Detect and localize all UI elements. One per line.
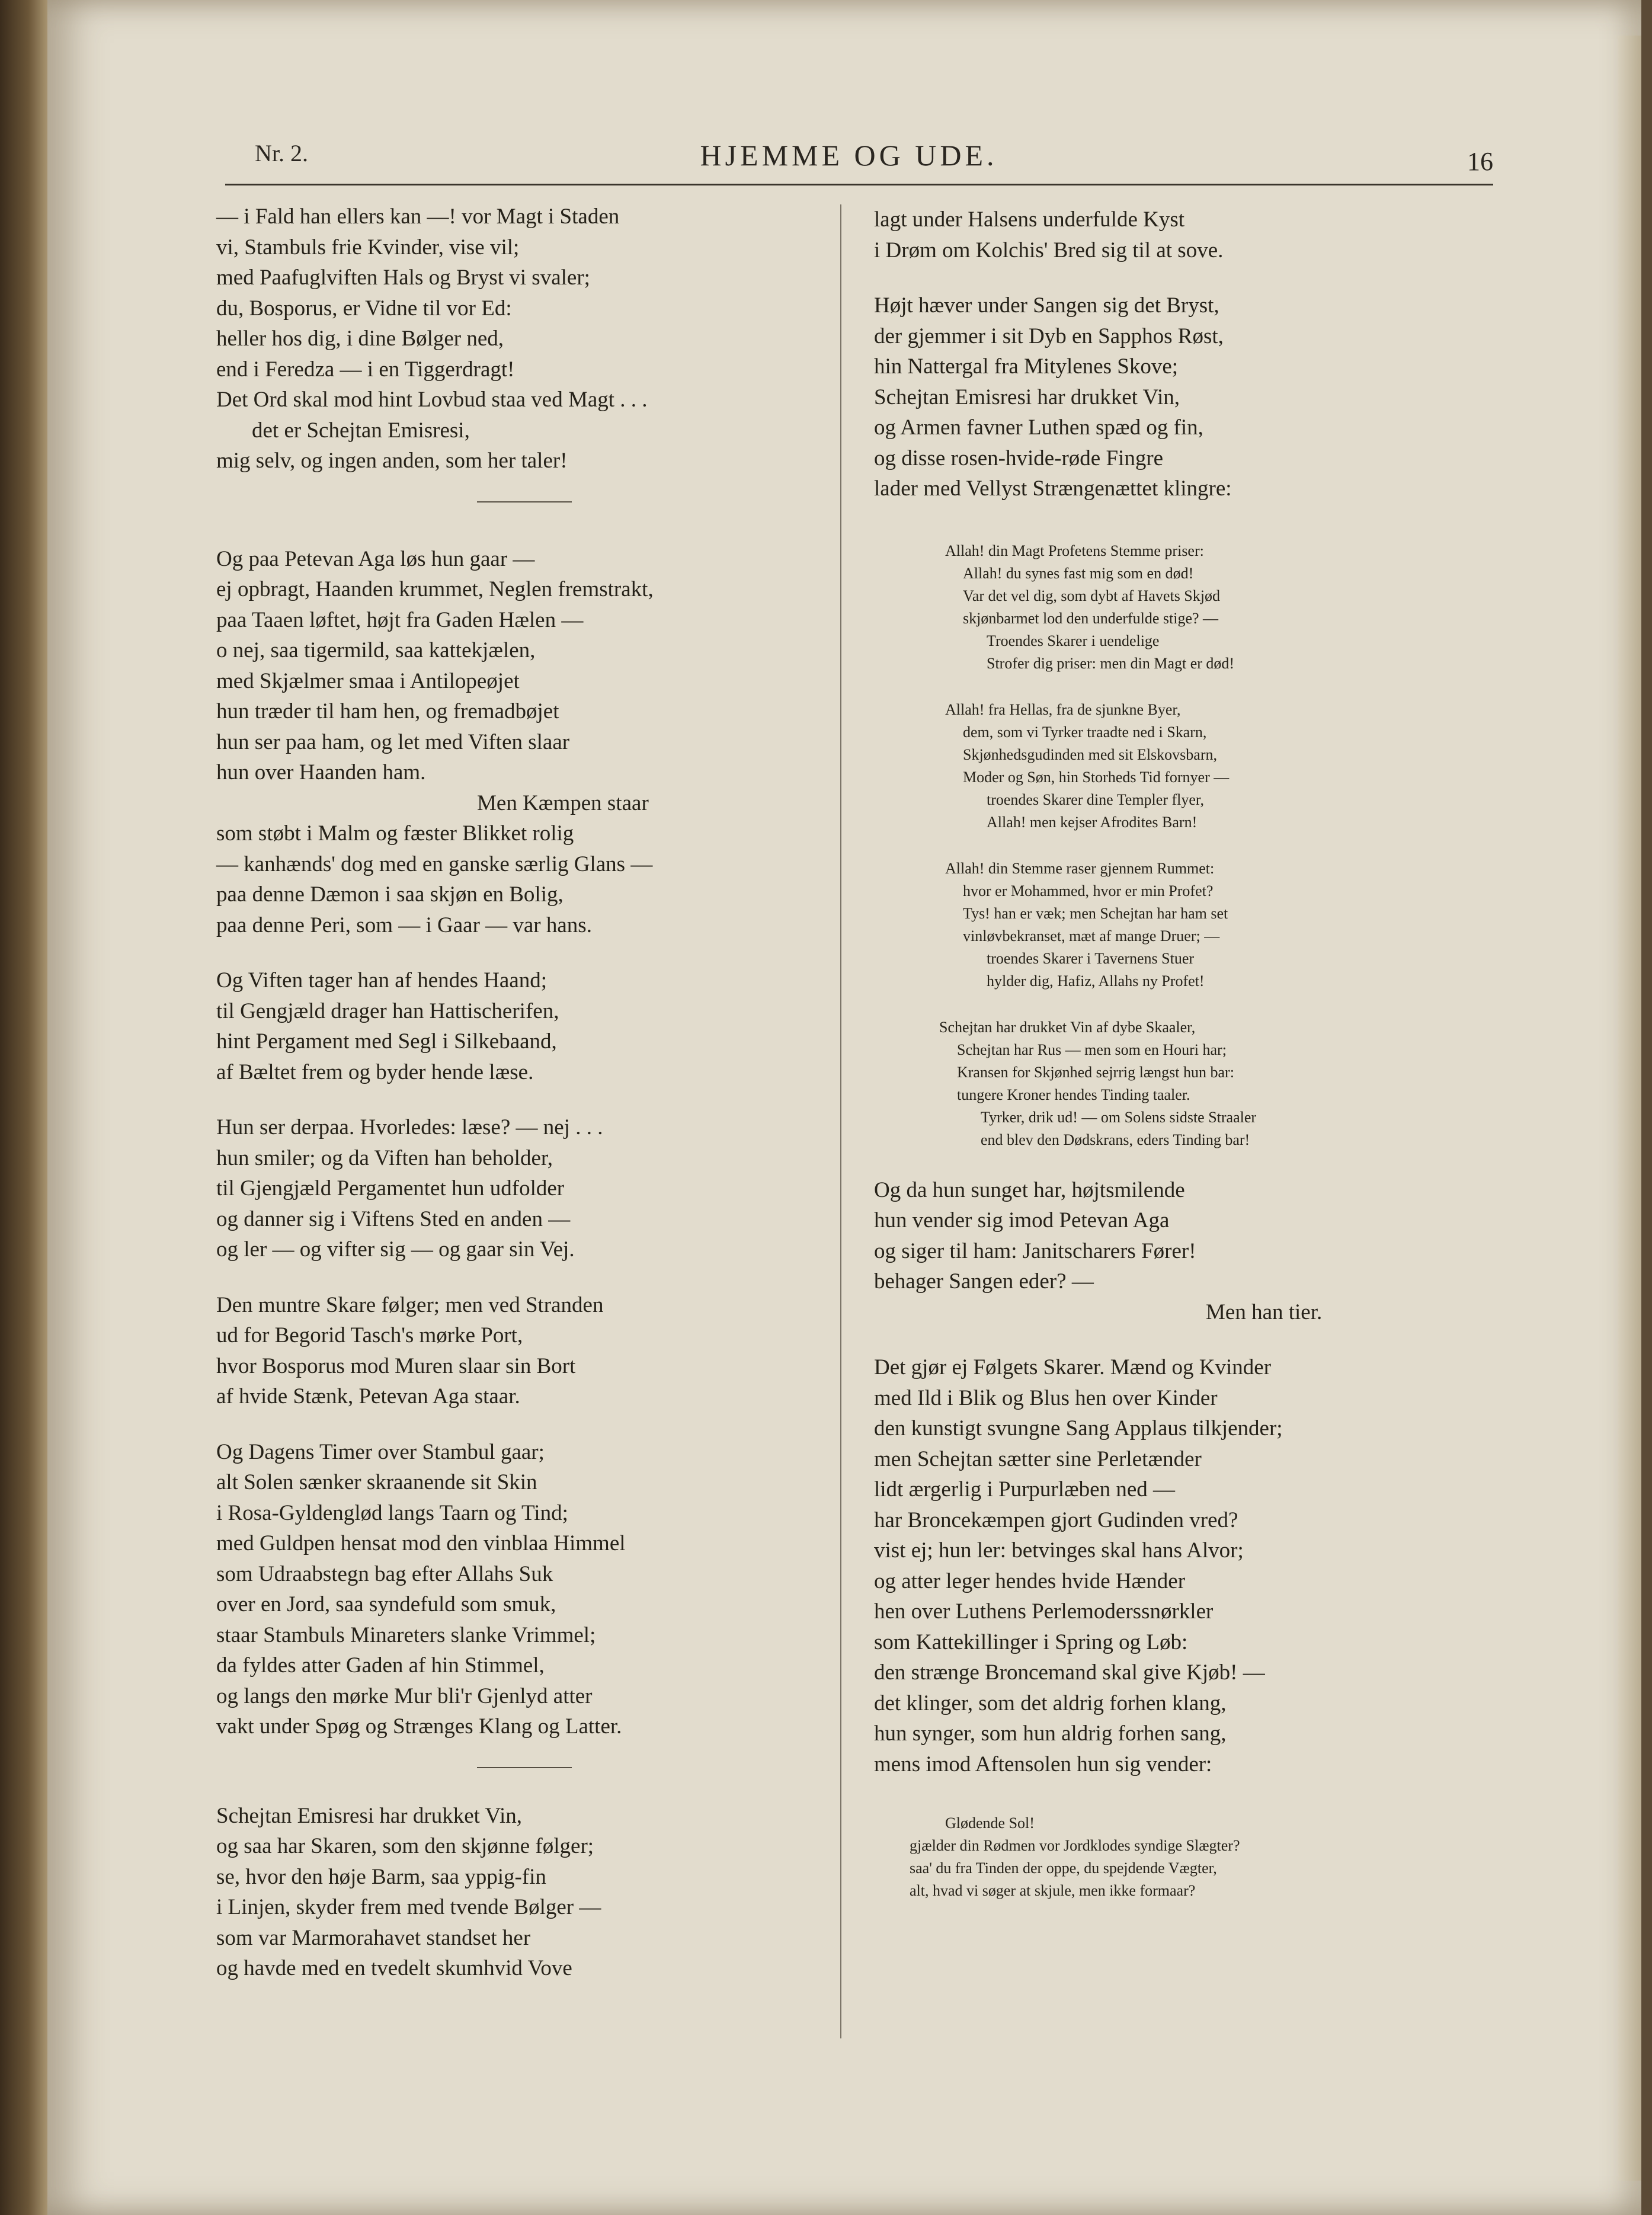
- verse-line: i Linjen, skyder frem med tvende Bølger —: [216, 1895, 601, 1919]
- verse-line: hun træder til ham hen, og fremadbøjet: [216, 699, 559, 724]
- verse-line: den strænge Broncemand skal give Kjøb! —: [874, 1660, 1265, 1685]
- song-line: Troendes Skarer i uendelige: [987, 632, 1160, 649]
- song-line: Allah! din Stemme raser gjennem Rummet:: [945, 859, 1215, 877]
- verse-line: og havde med en tvedelt skumhvid Vove: [216, 1956, 572, 1980]
- verse-line: paa denne Peri, som — i Gaar — var hans.: [216, 913, 592, 937]
- song-line: skjønbarmet lod den underfulde stige? —: [963, 609, 1219, 627]
- verse-line: da fyldes atter Gaden af hin Stimmel,: [216, 1653, 545, 1678]
- header-rule: [225, 184, 1493, 185]
- left-column: [216, 201, 833, 2009]
- verse-line: ej opbragt, Haanden krummet, Neglen fremstrakt,: [216, 577, 654, 601]
- verse-line: det klinger, som det aldrig forhen klang,: [874, 1691, 1227, 1715]
- verse-line: Og Viften tager han af hendes Haand;: [216, 968, 548, 993]
- song-line: vinløvbekranset, mæt af mange Druer; —: [963, 927, 1220, 945]
- stanza: [874, 204, 1478, 265]
- song-stanza: [945, 857, 1478, 993]
- verse-line: hen over Luthens Perlemoderssnørkler: [874, 1599, 1214, 1624]
- verse-line: heller hos dig, i dine Bølger ned,: [216, 327, 504, 351]
- verse-line: til Gengjæld drager han Hattischerifen,: [216, 998, 559, 1023]
- song-stanza: [910, 1812, 1478, 1902]
- section-separator: [477, 1767, 572, 1768]
- verse-line: Men han tier.: [1206, 1299, 1323, 1324]
- song-line: troendes Skarer i Tavernens Stuer: [987, 949, 1195, 967]
- verse-line: mens imod Aftensolen hun sig vender:: [874, 1752, 1212, 1777]
- verse-line: Det gjør ej Følgets Skarer. Mænd og Kvinder: [874, 1355, 1272, 1379]
- stanza: [874, 1175, 1478, 1328]
- song-line: Skjønhedsgudinden med sit Elskovsbarn,: [963, 745, 1217, 763]
- verse-line: der gjemmer i sit Dyb en Sapphos Røst,: [874, 324, 1224, 348]
- verse-line: alt Solen sænker skraanende sit Skin: [216, 1470, 537, 1494]
- verse-line: hun synger, som hun aldrig forhen sang,: [874, 1721, 1227, 1746]
- verse-line: og ler — og vifter sig — og gaar sin Vej.: [216, 1237, 575, 1262]
- song-line: dem, som vi Tyrker traadte ned i Skarn,: [963, 723, 1207, 741]
- page-edge: [1618, 36, 1641, 2181]
- verse-line: hvor Bosporus mod Muren slaar sin Bort: [216, 1353, 576, 1378]
- journal-title: HJEMME OG UDE.: [700, 139, 998, 172]
- song-line: Allah! men kejser Afrodites Barn!: [987, 813, 1198, 831]
- verse-line: hint Pergament med Segl i Silkebaand,: [216, 1029, 557, 1054]
- song-stanza: [939, 1016, 1478, 1151]
- song-line: Glødende Sol!: [945, 1814, 1035, 1832]
- verse-line: og Armen favner Luthen spæd og fin,: [874, 415, 1203, 440]
- verse-line: og disse rosen-hvide-røde Fingre: [874, 446, 1164, 470]
- verse-line: som støbt i Malm og fæster Blikket rolig: [216, 821, 574, 846]
- song-line: gjælder din Rødmen vor Jordklodes syndige Slægter?: [910, 1837, 1240, 1854]
- verse-line: og siger til ham: Janitscharers Fører!: [874, 1238, 1196, 1263]
- song-stanza: [945, 540, 1478, 675]
- verse-line: til Gjengjæld Pergamentet hun udfolder: [216, 1176, 565, 1201]
- song-line: Tyrker, drik ud! — om Solens sidste Straaler: [981, 1108, 1257, 1126]
- verse-line: i Drøm om Kolchis' Bred sig til at sove.: [874, 238, 1224, 263]
- verse-line: Hun ser derpaa. Hvorledes: læse? — nej . . .: [216, 1115, 603, 1139]
- stanza: [216, 201, 833, 476]
- verse-line: hun vender sig imod Petevan Aga: [874, 1208, 1170, 1233]
- verse-line: den kunstigt svungne Sang Applaus tilkjender;: [874, 1416, 1283, 1441]
- song-line: Strofer dig priser: men din Magt er død!: [987, 654, 1235, 672]
- verse-line: — kanhænds' dog med en ganske særlig Glans —: [216, 852, 653, 876]
- right-column: [874, 204, 1478, 1926]
- verse-line: som Udraabstegn bag efter Allahs Suk: [216, 1561, 553, 1586]
- verse-line: — i Fald han ellers kan —! vor Magt i Staden: [216, 204, 620, 229]
- stanza: [216, 1801, 833, 1984]
- verse-line: Schejtan Emisresi har drukket Vin,: [874, 385, 1180, 409]
- verse-line: og langs den mørke Mur bli'r Gjenlyd atter: [216, 1683, 593, 1708]
- verse-line: o nej, saa tigermild, saa kattekjælen,: [216, 638, 536, 662]
- verse-line: med Ild i Blik og Blus hen over Kinder: [874, 1385, 1218, 1410]
- verse-line: vist ej; hun ler: betvinges skal hans Alvor;: [874, 1538, 1244, 1563]
- song-line: end blev den Dødskrans, eders Tinding bar!: [981, 1131, 1250, 1148]
- section-separator: [477, 501, 572, 502]
- song-line: Allah! fra Hellas, fra de sjunkne Byer,: [945, 700, 1181, 718]
- song-line: Tys! han er væk; men Schejtan har ham set: [963, 904, 1228, 922]
- song-line: hylder dig, Hafiz, Allahs ny Profet!: [987, 972, 1205, 990]
- verse-line: hun ser paa ham, og let med Viften slaar: [216, 729, 570, 754]
- verse-line: af Bæltet frem og byder hende læse.: [216, 1060, 534, 1084]
- verse-line: lagt under Halsens underfulde Kyst: [874, 207, 1185, 232]
- page-number: 16: [1467, 147, 1493, 176]
- verse-line: du, Bosporus, er Vidne til vor Ed:: [216, 296, 512, 321]
- verse-line: behager Sangen eder? —: [874, 1269, 1094, 1294]
- issue-number: Nr. 2.: [255, 140, 308, 167]
- verse-line: af hvide Stænk, Petevan Aga staar.: [216, 1384, 520, 1409]
- column-divider: [840, 204, 841, 2038]
- verse-line: ud for Begorid Tasch's mørke Port,: [216, 1323, 523, 1347]
- song-line: tungere Kroner hendes Tinding taaler.: [957, 1086, 1190, 1103]
- verse-line: paa Taaen løftet, højt fra Gaden Hælen —: [216, 607, 584, 632]
- verse-line: se, hvor den høje Barm, saa yppig-fin: [216, 1864, 546, 1889]
- song-line: saa' du fra Tinden der oppe, du spejdende Vægter,: [910, 1859, 1217, 1877]
- song-stanza: [945, 699, 1478, 834]
- stanza: [216, 1112, 833, 1265]
- verse-line: som Kattekillinger i Spring og Løb:: [874, 1630, 1188, 1654]
- song-line: hvor er Mohammed, hvor er min Profet?: [963, 882, 1214, 900]
- verse-line: vakt under Spøg og Strænges Klang og Latter.: [216, 1714, 622, 1739]
- verse-line: paa denne Dæmon i saa skjøn en Bolig,: [216, 882, 564, 907]
- verse-line: Og Dagens Timer over Stambul gaar;: [216, 1439, 545, 1464]
- song-line: Allah! du synes fast mig som en død!: [963, 564, 1194, 582]
- verse-line: Det Ord skal mod hint Lovbud staa ved Magt . . .: [216, 388, 648, 412]
- verse-line: det er Schejtan Emisresi,: [252, 418, 470, 443]
- song-line: troendes Skarer dine Templer flyer,: [987, 790, 1205, 808]
- stanza: [874, 1352, 1478, 1779]
- verse-line: hin Nattergal fra Mitylenes Skove;: [874, 354, 1179, 379]
- verse-line: hun over Haanden ham.: [216, 760, 426, 785]
- song-line: Moder og Søn, hin Storheds Tid fornyer —: [963, 768, 1230, 786]
- stanza: [216, 1437, 833, 1742]
- verse-line: har Broncekæmpen gjort Gudinden vred?: [874, 1507, 1238, 1532]
- verse-line: men Schejtan sætter sine Perletænder: [874, 1446, 1202, 1471]
- verse-line: end i Feredza — i en Tiggerdragt!: [216, 357, 515, 382]
- verse-line: med Paafuglviften Hals og Bryst vi svaler;: [216, 265, 590, 290]
- stanza: [874, 290, 1478, 504]
- song-line: Var det vel dig, som dybt af Havets Skjød: [963, 587, 1220, 604]
- verse-line: over en Jord, saa syndefuld som smuk,: [216, 1592, 556, 1617]
- verse-line: Men Kæmpen staar: [477, 790, 649, 815]
- verse-line: vi, Stambuls frie Kvinder, vise vil;: [216, 235, 520, 260]
- stanza: [216, 965, 833, 1087]
- verse-line: lader med Vellyst Strængenættet klingre:: [874, 476, 1232, 501]
- verse-line: og atter leger hendes hvide Hænder: [874, 1569, 1186, 1593]
- verse-line: med Skjælmer smaa i Antilopeøjet: [216, 668, 520, 693]
- verse-line: med Guldpen hensat mod den vinblaa Himmel: [216, 1531, 626, 1555]
- verse-line: hun smiler; og da Viften han beholder,: [216, 1145, 553, 1170]
- verse-line: og danner sig i Viftens Sted en anden —: [216, 1206, 571, 1231]
- verse-line: Den muntre Skare følger; men ved Stranden: [216, 1292, 604, 1317]
- verse-line: i Rosa-Gyldenglød langs Taarn og Tind;: [216, 1500, 568, 1525]
- book-spine: [0, 0, 47, 2215]
- verse-line: staar Stambuls Minareters slanke Vrimmel;: [216, 1622, 596, 1647]
- verse-line: og saa har Skaren, som den skjønne følger;: [216, 1834, 594, 1858]
- verse-line: som var Marmorahavet standset her: [216, 1925, 531, 1950]
- verse-line: Schejtan Emisresi har drukket Vin,: [216, 1803, 523, 1828]
- stanza: [216, 544, 833, 941]
- verse-line: Og da hun sunget har, højtsmilende: [874, 1177, 1185, 1202]
- song-line: Schejtan har Rus — men som en Houri har;: [957, 1041, 1227, 1058]
- song-line: Kransen for Skjønhed sejrrig længst hun bar:: [957, 1063, 1234, 1081]
- song-line: Allah! din Magt Profetens Stemme priser:: [945, 542, 1204, 559]
- song-line: Schejtan har drukket Vin af dybe Skaaler,: [939, 1018, 1196, 1036]
- verse-line: Og paa Petevan Aga løs hun gaar —: [216, 546, 535, 571]
- verse-line: mig selv, og ingen anden, som her taler!: [216, 449, 568, 473]
- page-header: [204, 133, 1493, 181]
- verse-line: Højt hæver under Sangen sig det Bryst,: [874, 293, 1219, 318]
- verse-line: lidt ærgerlig i Purpurlæben ned —: [874, 1477, 1176, 1502]
- song-line: alt, hvad vi søger at skjule, men ikke formaar?: [910, 1882, 1196, 1899]
- stanza: [216, 1290, 833, 1412]
